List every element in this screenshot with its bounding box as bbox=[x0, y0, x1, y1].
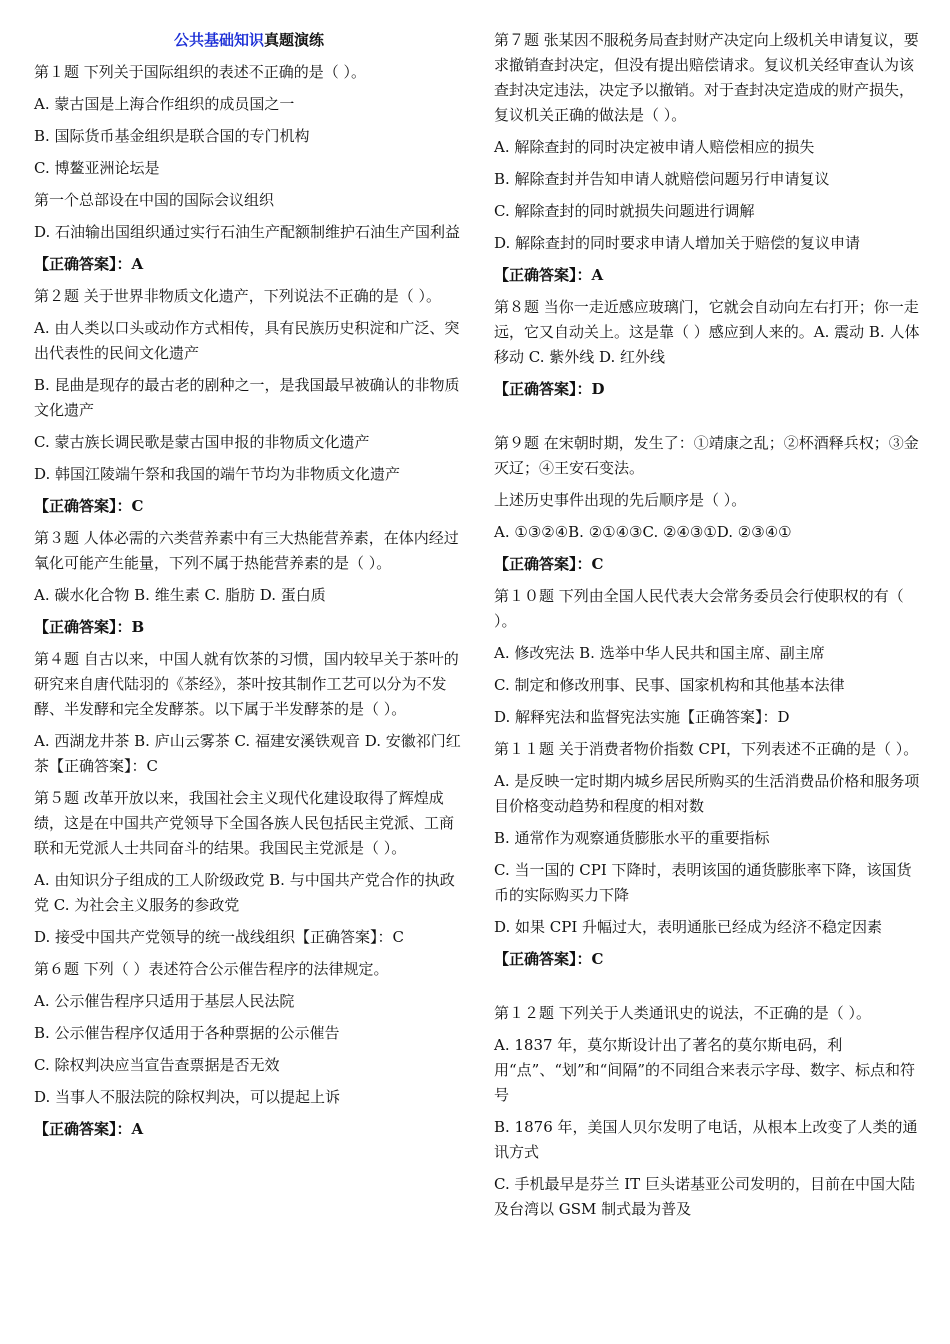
option-text: B. 解除查封并告知申请人就赔偿问题另行申请复议 bbox=[494, 170, 830, 188]
answer-line: 【正确答案】：A bbox=[494, 266, 604, 284]
option-text: A. 1837 年，莫尔斯设计出了著名的莫尔斯电码，利用“点”、“划”和“间隔”的不同组合来表示字母、数字、标点和符号 bbox=[494, 1036, 916, 1104]
question-text: 第１１题 关于消费者物价指数 CPI，下列表述不正确的是（ ）。 bbox=[494, 740, 919, 758]
answer-line: 【正确答案】：C bbox=[494, 555, 604, 573]
page-title bbox=[34, 28, 464, 53]
question-text: 第５题 改革开放以来，我国社会主义现代化建设取得了辉煌成绩，这是在中国共产党领导下全国各族人民包括民主党派、工商联和无党派人士共同奋斗的结果。我国民主党派是（ ）。 bbox=[34, 789, 455, 857]
option-text: B. 公示催告程序仅适用于各种票据的公示催告 bbox=[34, 1024, 340, 1042]
question-text: 第１０题 下列由全国人民代表大会常务委员会行使职权的有（ ）。 bbox=[494, 587, 904, 630]
answer-line: 【正确答案】：C bbox=[494, 950, 604, 968]
question-text: 第９题 在宋朝时期，发生了：①靖康之乱；②杯酒释兵权；③金灭辽；④王安石变法。 bbox=[494, 434, 919, 477]
option-text: C. 解除查封的同时就损失问题进行调解 bbox=[494, 202, 755, 220]
option-text: B. 1876 年，美国人贝尔发明了电话，从根本上改变了人类的通讯方式 bbox=[494, 1118, 918, 1161]
option-text: C. 制定和修改刑事、民事、国家机构和其他基本法律 bbox=[494, 676, 845, 694]
answer-line: 【正确答案】：A bbox=[34, 1120, 144, 1138]
answer-line: 【正确答案】：A bbox=[34, 255, 144, 273]
option-text: A. 碳水化合物 B. 维生素 C. 脂肪 D. 蛋白质 bbox=[34, 586, 326, 604]
option-text: D. 石油输出国组织通过实行石油生产配额制维护石油生产国利益 bbox=[34, 223, 461, 241]
option-text: B. 通常作为观察通货膨胀水平的重要指标 bbox=[494, 829, 770, 847]
question-text: 第８题 当你一走近感应玻璃门，它就会自动向左右打开；你一走远，它又自动关上。这是靠（ ）感应到人来的。A. 震动 B. 人体移动 C. 紫外线 D. 红外线 bbox=[494, 298, 920, 366]
question-text: 第３题 人体必需的六类营养素中有三大热能营养素，在体内经过氧化可能产生能量，下列不属于热能营养素的是（ ）。 bbox=[34, 529, 459, 572]
section-gap bbox=[494, 979, 922, 1001]
option-text: A. 解除查封的同时决定被申请人赔偿相应的损失 bbox=[494, 138, 815, 156]
option-text: A. 由知识分子组成的工人阶级政党 B. 与中国共产党合作的执政党 C. 为社会主义服务的参政党 bbox=[34, 871, 455, 914]
answer-line: 【正确答案】：B bbox=[34, 618, 145, 636]
option-text: A. 修改宪法 B. 选举中华人民共和国主席、副主席 bbox=[494, 644, 825, 662]
option-text: C. 蒙古族长调民歌是蒙古国申报的非物质文化遗产 bbox=[34, 433, 370, 451]
question-text: 第２题 关于世界非物质文化遗产，下列说法不正确的是（ ）。 bbox=[34, 287, 442, 305]
option-text: A. 公示催告程序只适用于基层人民法院 bbox=[34, 992, 295, 1010]
question-text: 第４题 自古以来，中国人就有饮茶的习惯，国内较早关于茶叶的研究来自唐代陆羽的《茶经》，茶叶按其制作工艺可以分为不发酵、半发酵和完全发酵茶。以下属于半发酵茶的是（ ）。 bbox=[34, 650, 459, 718]
option-text: A. 西湖龙井茶 B. 庐山云雾茶 C. 福建安溪铁观音 D. 安徽祁门红茶【正确答案】：C bbox=[34, 732, 461, 775]
option-text: C. 手机最早是芬兰 IT 巨头诺基亚公司发明的，目前在中国大陆及台湾以 GSM 制式最为普及 bbox=[494, 1175, 915, 1218]
option-text: D. 接受中国共产党领导的统一战线组织【正确答案】：C bbox=[34, 928, 405, 946]
answer-line: 【正确答案】：C bbox=[34, 497, 144, 515]
left-column bbox=[34, 28, 464, 1149]
option-text: D. 解释宪法和监督宪法实施【正确答案】：D bbox=[494, 708, 790, 726]
option-text: B. 国际货币基金组织是联合国的专门机构 bbox=[34, 127, 310, 145]
question-text: 第７题 张某因不服税务局查封财产决定向上级机关申请复议，要求撤销查封决定，但没有提出赔偿请求。复议机关经审查认为该查封决定违法，决定予以撤销。对于查封决定造成的财产损失，复议机关正确的做法是（ ）。 bbox=[494, 31, 919, 124]
page-title-blue: 公共基础知识 bbox=[173, 31, 264, 49]
option-text: A. 蒙古国是上海合作组织的成员国之一 bbox=[34, 95, 295, 113]
option-text: C. 当一国的 CPI 下降时，表明该国的通货膨胀率下降，该国货币的实际购买力下降 bbox=[494, 861, 912, 904]
section-gap bbox=[494, 409, 922, 431]
option-text: 上述历史事件出现的先后顺序是（ ）。 bbox=[494, 491, 747, 509]
option-text: C. 博鳌亚洲论坛是 bbox=[34, 159, 160, 177]
right-column bbox=[494, 28, 922, 1229]
option-text: C. 除权判决应当宣告查票据是否无效 bbox=[34, 1056, 280, 1074]
option-text: D. 韩国江陵端午祭和我国的端午节均为非物质文化遗产 bbox=[34, 465, 401, 483]
option-text: D. 解除查封的同时要求申请人增加关于赔偿的复议申请 bbox=[494, 234, 861, 252]
option-text: A. ①③②④B. ②①④③C. ②④③①D. ②③④① bbox=[494, 523, 792, 541]
option-text: 第一个总部设在中国的国际会议组织 bbox=[34, 191, 275, 209]
answer-line: 【正确答案】：D bbox=[494, 380, 605, 398]
page-title-black: 真题演练 bbox=[264, 31, 325, 49]
option-text: B. 昆曲是现存的最古老的剧种之一，是我国最早被确认的非物质文化遗产 bbox=[34, 376, 460, 419]
left-column-body bbox=[34, 60, 464, 1142]
option-text: D. 当事人不服法院的除权判决，可以提起上诉 bbox=[34, 1088, 341, 1106]
option-text: D. 如果 CPI 升幅过大，表明通胀已经成为经济不稳定因素 bbox=[494, 918, 883, 936]
question-text: 第６题 下列（ ）表述符合公示催告程序的法律规定。 bbox=[34, 960, 389, 978]
option-text: A. 由人类以口头或动作方式相传，具有民族历史积淀和广泛、突出代表性的民间文化遗产 bbox=[34, 319, 460, 362]
question-text: 第１２题 下列关于人类通讯史的说法，不正确的是（ ）。 bbox=[494, 1004, 872, 1022]
option-text: A. 是反映一定时期内城乡居民所购买的生活消费品价格和服务项目价格变动趋势和程度的相对数 bbox=[494, 772, 920, 815]
right-column-body bbox=[494, 28, 922, 1222]
question-text: 第１题 下列关于国际组织的表述不正确的是（ ）。 bbox=[34, 63, 367, 81]
